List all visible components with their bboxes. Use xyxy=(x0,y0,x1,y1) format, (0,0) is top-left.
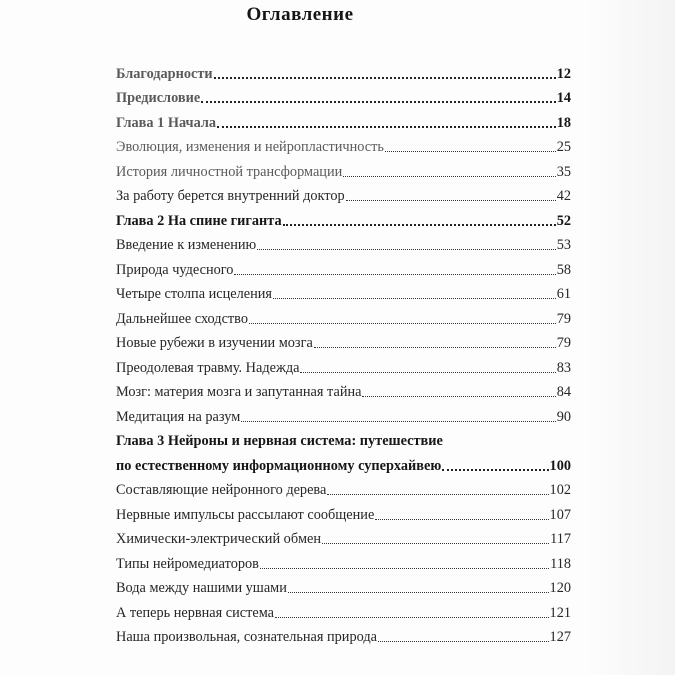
toc-page-number: 118 xyxy=(550,555,571,572)
dot-leader xyxy=(283,224,556,226)
dot-leader xyxy=(273,298,556,299)
toc-page-number: 100 xyxy=(549,457,571,474)
toc-entry-title: А теперь нервная система xyxy=(116,604,275,621)
dot-leader xyxy=(300,372,555,373)
toc-page-number: 84 xyxy=(556,384,571,400)
toc-entry-title: Четыре столпа исцеления xyxy=(116,286,272,302)
toc-page-number: 83 xyxy=(556,359,571,376)
toc-entry xyxy=(116,352,571,377)
dot-leader xyxy=(346,200,556,201)
page-edge-shadow xyxy=(585,0,675,675)
dot-leader xyxy=(375,519,548,520)
toc-page-number: 79 xyxy=(556,310,571,327)
toc-page-number: 14 xyxy=(556,90,571,106)
toc-entry-title: Наша произвольная, сознательная природа xyxy=(116,629,377,645)
toc-entry xyxy=(116,83,571,108)
toc-entry xyxy=(116,573,571,598)
toc-entry-title: по естественному информационному суперхайвею xyxy=(116,457,442,474)
toc-entry xyxy=(116,254,571,279)
toc-entry xyxy=(116,401,571,426)
toc-entry-title: История личностной трансформации xyxy=(116,163,343,180)
toc-entry xyxy=(116,107,571,132)
toc-page-number: 121 xyxy=(549,604,571,621)
toc-entry xyxy=(116,597,571,622)
toc-entry-title: Глава 3 Нейроны и нервная система: путешествие xyxy=(116,433,443,449)
toc-entry xyxy=(116,156,571,181)
toc-page-number: 18 xyxy=(556,114,571,131)
toc-entry-title: Природа чудесного xyxy=(116,261,234,278)
toc-entry xyxy=(116,230,571,255)
toc-entry xyxy=(116,524,571,549)
dot-leader xyxy=(385,151,556,152)
toc-entry-title: Вода между нашими ушами xyxy=(116,580,287,596)
toc-entry-title: Глава 2 На спине гиганта xyxy=(116,212,282,229)
toc-entry-title: Благодарности xyxy=(116,65,213,82)
toc-page-number: 79 xyxy=(556,335,571,351)
toc-page-number: 35 xyxy=(556,163,571,180)
table-of-contents xyxy=(116,58,571,646)
dot-leader xyxy=(322,543,549,544)
dot-leader xyxy=(362,396,555,397)
toc-page-number: 61 xyxy=(556,286,571,302)
dot-leader xyxy=(327,494,548,495)
toc-page-number: 12 xyxy=(556,65,571,82)
dot-leader xyxy=(214,77,556,79)
dot-leader xyxy=(217,126,556,128)
toc-page-number: 25 xyxy=(556,139,571,155)
toc-page-number: 58 xyxy=(556,261,571,278)
toc-entry xyxy=(116,622,571,647)
dot-leader xyxy=(442,469,548,471)
toc-page-number: 102 xyxy=(549,482,571,498)
toc-entry xyxy=(116,328,571,353)
dot-leader xyxy=(314,347,556,348)
toc-entry-title: Составляющие нейронного дерева xyxy=(116,482,327,498)
toc-entry xyxy=(116,450,571,475)
dot-leader xyxy=(234,274,555,275)
toc-entry xyxy=(116,475,571,500)
toc-entry xyxy=(116,303,571,328)
toc-entry-title: За работу берется внутренний доктор xyxy=(116,188,345,204)
toc-page-number: 117 xyxy=(550,531,571,547)
toc-entry xyxy=(116,132,571,157)
dot-leader xyxy=(257,249,556,250)
toc-entry xyxy=(116,548,571,573)
dot-leader xyxy=(378,641,549,642)
toc-entry-title: Медитация на разум xyxy=(116,408,241,425)
toc-page-number: 42 xyxy=(556,188,571,204)
toc-entry-title: Эволюция, изменения и нейропластичность xyxy=(116,139,384,155)
toc-entry xyxy=(116,58,571,83)
toc-entry-title: Химически-электрический обмен xyxy=(116,531,321,547)
toc-entry-title: Дальнейшее сходство xyxy=(116,310,248,327)
toc-entry xyxy=(116,181,571,206)
toc-entry-title: Предисловие xyxy=(116,90,201,106)
toc-entry-title: Типы нейромедиаторов xyxy=(116,555,259,572)
toc-entry xyxy=(116,279,571,304)
toc-entry xyxy=(116,499,571,524)
toc-entry-title: Мозг: материя мозга и запутанная тайна xyxy=(116,384,362,400)
toc-entry-title: Нервные импульсы рассылают сообщение xyxy=(116,506,375,523)
dot-leader xyxy=(288,592,549,593)
dot-leader xyxy=(201,101,556,103)
dot-leader xyxy=(249,323,556,324)
toc-page-number: 107 xyxy=(549,506,571,523)
toc-page-number: 120 xyxy=(549,580,571,596)
dot-leader xyxy=(275,617,549,618)
toc-entry-title: Глава 1 Начала xyxy=(116,114,217,131)
toc-entry xyxy=(116,205,571,230)
toc-page-number: 52 xyxy=(556,212,571,229)
dot-leader xyxy=(260,568,549,569)
toc-page-number: 90 xyxy=(556,408,571,425)
toc-entry-title: Введение к изменению xyxy=(116,237,257,253)
page-title: Оглавление xyxy=(246,4,354,25)
toc-entry xyxy=(116,377,571,402)
dot-leader xyxy=(343,176,555,177)
toc-page-number: 127 xyxy=(549,629,571,645)
toc-entry-title: Новые рубежи в изучении мозга xyxy=(116,335,313,351)
toc-entry xyxy=(116,426,571,451)
toc-entry-title: Преодолевая травму. Надежда xyxy=(116,359,300,376)
dot-leader xyxy=(241,421,555,422)
toc-page-number: 53 xyxy=(556,237,571,253)
